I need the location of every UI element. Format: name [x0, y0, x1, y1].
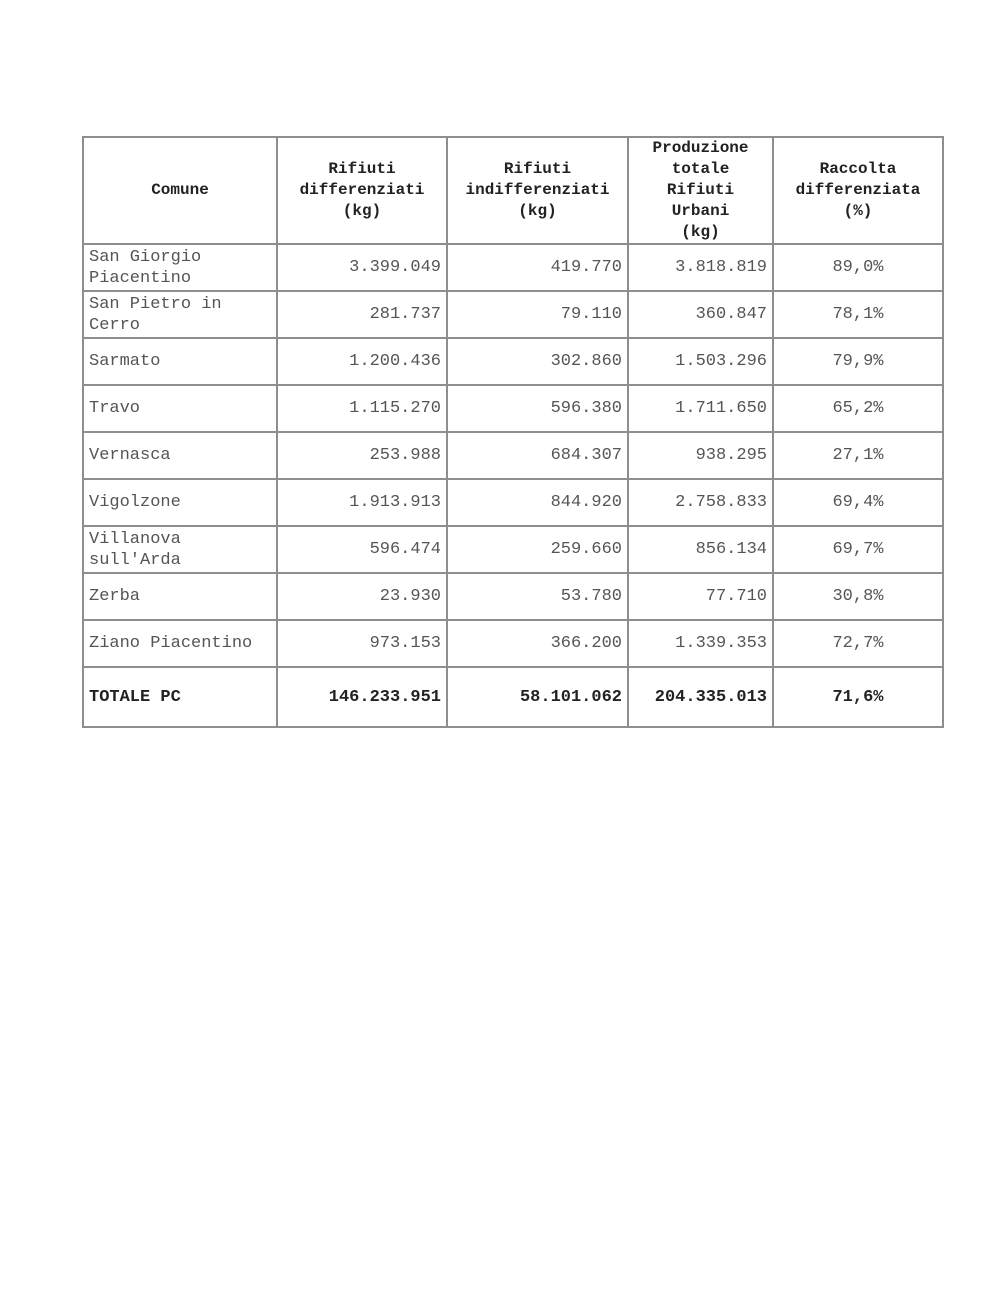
cell-differenziati: 596.474 [277, 526, 447, 573]
cell-comune: Vernasca [83, 432, 277, 479]
cell-totale: 77.710 [628, 573, 773, 620]
cell-differenziati: 23.930 [277, 573, 447, 620]
cell-comune: Zerba [83, 573, 277, 620]
table-row [83, 385, 943, 432]
table-row [83, 338, 943, 385]
table-row [83, 432, 943, 479]
table-row [83, 291, 943, 338]
cell-indifferenziati: 259.660 [447, 526, 628, 573]
cell-raccolta: 89,0% [773, 244, 943, 291]
cell-raccolta: 30,8% [773, 573, 943, 620]
cell-totale: 1.503.296 [628, 338, 773, 385]
cell-totale: 2.758.833 [628, 479, 773, 526]
cell-differenziati: 3.399.049 [277, 244, 447, 291]
cell-raccolta: 27,1% [773, 432, 943, 479]
cell-indifferenziati: 53.780 [447, 573, 628, 620]
table-row [83, 620, 943, 667]
cell-differenziati: 281.737 [277, 291, 447, 338]
cell-indifferenziati: 596.380 [447, 385, 628, 432]
table-row [83, 479, 943, 526]
cell-comune: Ziano Piacentino [83, 620, 277, 667]
cell-differenziati: 1.115.270 [277, 385, 447, 432]
cell-raccolta: 79,9% [773, 338, 943, 385]
cell-comune: Villanova sull'Arda [83, 526, 277, 573]
cell-comune: Sarmato [83, 338, 277, 385]
table-row [83, 244, 943, 291]
cell-indifferenziati: 79.110 [447, 291, 628, 338]
header-produzione-totale: Produzione totale Rifiuti Urbani (kg) [628, 137, 773, 244]
cell-totale: 1.711.650 [628, 385, 773, 432]
total-indifferenziati: 58.101.062 [447, 667, 628, 727]
table-header-row [83, 137, 943, 244]
header-raccolta-differenziata: Raccolta differenziata (%) [773, 137, 943, 244]
total-produzione: 204.335.013 [628, 667, 773, 727]
table-row [83, 573, 943, 620]
table-row [83, 526, 943, 573]
cell-comune: Vigolzone [83, 479, 277, 526]
cell-totale: 360.847 [628, 291, 773, 338]
cell-comune: San Giorgio Piacentino [83, 244, 277, 291]
cell-differenziati: 973.153 [277, 620, 447, 667]
cell-totale: 3.818.819 [628, 244, 773, 291]
total-row [83, 667, 943, 727]
cell-totale: 856.134 [628, 526, 773, 573]
cell-indifferenziati: 844.920 [447, 479, 628, 526]
cell-raccolta: 72,7% [773, 620, 943, 667]
cell-indifferenziati: 366.200 [447, 620, 628, 667]
total-differenziati: 146.233.951 [277, 667, 447, 727]
cell-indifferenziati: 684.307 [447, 432, 628, 479]
cell-comune: Travo [83, 385, 277, 432]
cell-raccolta: 69,4% [773, 479, 943, 526]
cell-differenziati: 1.200.436 [277, 338, 447, 385]
cell-totale: 938.295 [628, 432, 773, 479]
header-rifiuti-differenziati: Rifiuti differenziati (kg) [277, 137, 447, 244]
cell-raccolta: 65,2% [773, 385, 943, 432]
cell-indifferenziati: 302.860 [447, 338, 628, 385]
cell-raccolta: 78,1% [773, 291, 943, 338]
cell-differenziati: 1.913.913 [277, 479, 447, 526]
total-raccolta: 71,6% [773, 667, 943, 727]
header-rifiuti-indifferenziati: Rifiuti indifferenziati (kg) [447, 137, 628, 244]
cell-indifferenziati: 419.770 [447, 244, 628, 291]
total-label: TOTALE PC [83, 667, 277, 727]
cell-raccolta: 69,7% [773, 526, 943, 573]
cell-comune: San Pietro in Cerro [83, 291, 277, 338]
waste-collection-table [82, 136, 944, 728]
header-comune: Comune [83, 137, 277, 244]
cell-totale: 1.339.353 [628, 620, 773, 667]
cell-differenziati: 253.988 [277, 432, 447, 479]
